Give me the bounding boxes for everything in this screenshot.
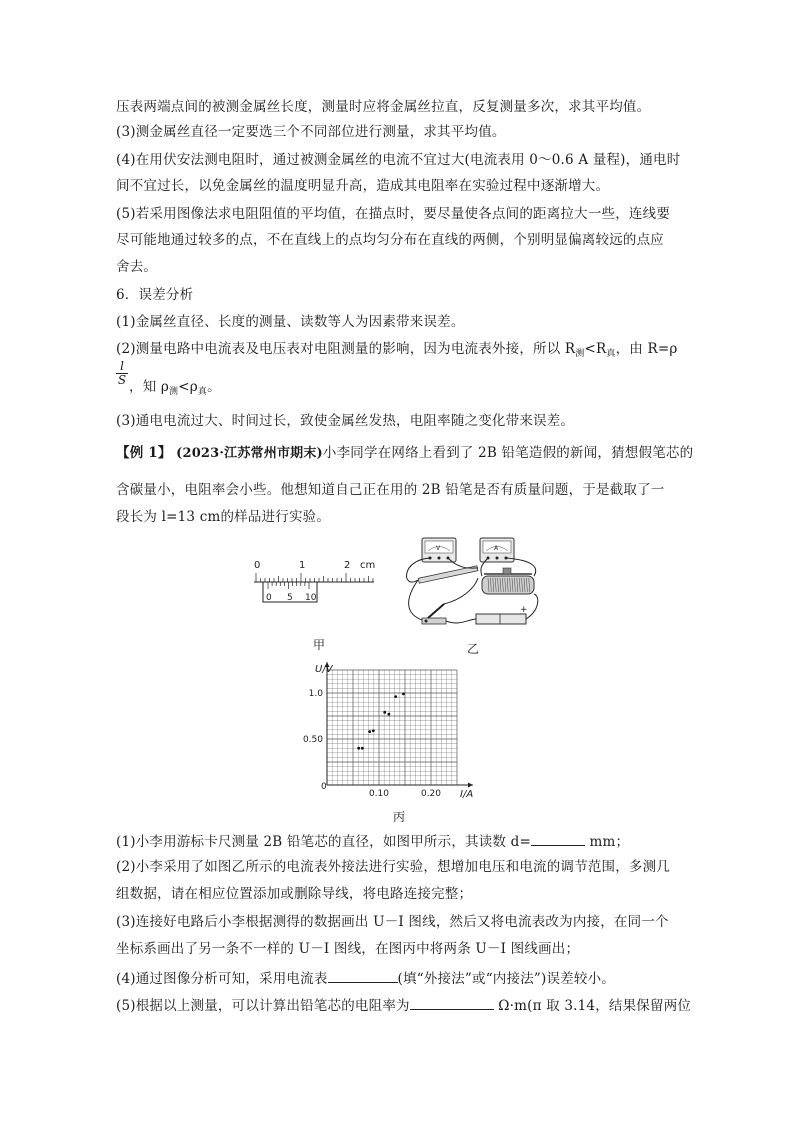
q1-unit: mm；: [584, 834, 630, 850]
q4-text: (4)通过图像分析可知，采用电流表: [116, 971, 328, 987]
vernier-label-0: 0: [266, 593, 272, 603]
subscript-true: 真: [606, 349, 616, 359]
caliper-main-ticks: [256, 573, 373, 582]
error-item-2-mid: <R: [584, 341, 607, 357]
figure-label-jia: 甲: [313, 638, 326, 652]
question-2-line-1: (2)小李采用了如图乙所示的电流表外接法进行实验，想增加电压和电流的调节范围，多测几: [116, 859, 671, 875]
x-axis-arrow: [468, 783, 473, 788]
x-tick-label: 0.20: [420, 789, 442, 799]
line2-prefix: ，知 ρ: [129, 379, 170, 395]
vernier-label-5: 5: [287, 593, 293, 603]
subscript-measured-2: 测: [169, 387, 179, 397]
q4-hint: (填“外接法”或“内接法”)误差较小。: [397, 971, 615, 987]
chart-origin: 0: [321, 782, 327, 792]
example-line-1: [116, 444, 693, 463]
y-tick-label: 1.0: [308, 689, 323, 699]
fraction-numerator: l: [120, 359, 124, 373]
example-source: (2023·江苏常州市期末): [176, 446, 323, 461]
error-item-2: [116, 340, 677, 360]
question-2-line-2: 组数据，请在相应位置添加或删除导线，将电路连接完整；: [116, 886, 473, 902]
figure-label-bing: 丙: [393, 810, 406, 824]
data-point: [383, 711, 386, 714]
voltmeter-symbol: V: [436, 545, 441, 552]
intro-line-7: 舍去。: [116, 259, 158, 275]
q4-answer-blank[interactable]: [328, 968, 398, 983]
question-4: [116, 968, 615, 988]
q5-text: (5)根据以上测量，可以计算出铅笔芯的电阻率为: [116, 998, 410, 1014]
subscript-true-2: 真: [197, 387, 208, 397]
chart-y-label: U/V: [315, 664, 333, 675]
intro-line-6: 尽可能地通过较多的点，不在直线上的点均匀分布在直线的两侧，个别明显偏离较远的点应: [116, 232, 664, 248]
error-item-2-line2: [129, 378, 221, 398]
chart-grid: [327, 670, 457, 785]
rheostat: [482, 568, 534, 594]
question-1: [116, 831, 629, 851]
error-item-1: (1)金属丝直径、长度的测量、读数等人为因素带来误差。: [116, 314, 465, 330]
circuit-figure: [400, 530, 550, 640]
data-point: [368, 730, 371, 733]
error-item-2-text: (2)测量电路中电流表及电压表对电阻测量的影响，因为电流表外接，所以 R: [116, 341, 576, 357]
y-tick-label: 0.50: [302, 735, 323, 745]
intro-line-1: 压表两端点间的被测金属丝长度，测量时应将金属丝拉直，反复测量多次，求其平均值。: [116, 99, 651, 115]
caliper-tick-0: 0: [254, 560, 261, 571]
q1-answer-blank[interactable]: [531, 831, 585, 846]
question-3-line-1: (3)连接好电路后小李根据测得的数据画出 U－I 图线，然后又将电流表改为内接，在同一个: [116, 914, 669, 930]
example-line-2: 含碳量小，电阻率会小些。他想知道自己正在用的 2B 铅笔是否有质量问题，于是截取了一: [116, 482, 665, 498]
caliper-vernier-ticks: [268, 582, 309, 589]
chart-axes: [325, 662, 474, 788]
example-line-3: 段长为 l=13 cm的样品进行实验。: [116, 509, 331, 525]
question-5: [116, 995, 691, 1015]
error-item-3: (3)通电电流过大、时间过长，致使金属丝发热，电阻率随之变化带来误差。: [116, 413, 575, 429]
section-heading: 6．误差分析: [116, 287, 194, 303]
data-point: [357, 747, 360, 750]
fraction-denominator: S: [117, 373, 127, 387]
data-point: [387, 713, 390, 716]
ui-chart: [302, 658, 485, 800]
data-point: [394, 695, 397, 698]
intro-line-2: (3)测金属丝直径一定要选三个不同部位进行测量，求其平均值。: [116, 124, 506, 140]
vernier-caliper-figure: [250, 556, 390, 608]
q5-answer-blank[interactable]: [410, 995, 494, 1010]
q5-hint: Ω·m(π 取 3.14，结果保留两位: [493, 998, 692, 1014]
example-line-1-rest: 小李同学在网络上看到了 2B 铅笔造假的新闻，猜想假笔芯的: [322, 445, 694, 461]
error-item-2-suffix: ，由 R=ρ: [615, 341, 678, 357]
data-point: [372, 729, 375, 732]
chart-points: [357, 693, 405, 750]
battery-plus: +: [520, 605, 528, 615]
resistivity-fraction: [116, 360, 128, 387]
switch: [422, 604, 446, 624]
line2-mid: <ρ: [178, 379, 198, 395]
example-tag: 【例 1】: [116, 445, 172, 461]
line2-end: 。: [207, 379, 221, 395]
caliper-unit: cm: [360, 560, 376, 571]
vernier-label-10: 10: [305, 593, 317, 603]
subscript-measured: 测: [575, 349, 585, 359]
figure-label-yi: 乙: [467, 642, 480, 656]
intro-line-4: 间不宜过长，以免金属丝的温度明显升高，造成其电阻率在实验过程中逐渐增大。: [116, 178, 610, 194]
ammeter-symbol: A: [494, 545, 499, 552]
question-3-line-2: 坐标系画出了另一条不一样的 U－I 图线，在图丙中将两条 U－I 图线画出；: [116, 941, 580, 957]
caliper-tick-1: 1: [299, 560, 306, 571]
caliper-tick-2: 2: [344, 560, 351, 571]
intro-line-3: (4)在用伏安法测电阻时，通过被测金属丝的电流不宜过大(电流表用 0～0.6 A 量程)，通电时: [116, 152, 681, 168]
chart-x-label: I/A: [460, 789, 474, 800]
data-point: [361, 747, 364, 750]
battery: [476, 605, 528, 624]
data-point: [402, 693, 405, 696]
intro-line-5: (5)若采用图像法求电阻阻值的平均值，在描点时，要尽量使各点间的距离拉大一些，连线要: [116, 206, 671, 222]
q1-text: (1)小李用游标卡尺测量 2B 铅笔芯的直径，如图甲所示，其读数 d=: [116, 834, 531, 850]
x-tick-label: 0.10: [368, 789, 390, 799]
